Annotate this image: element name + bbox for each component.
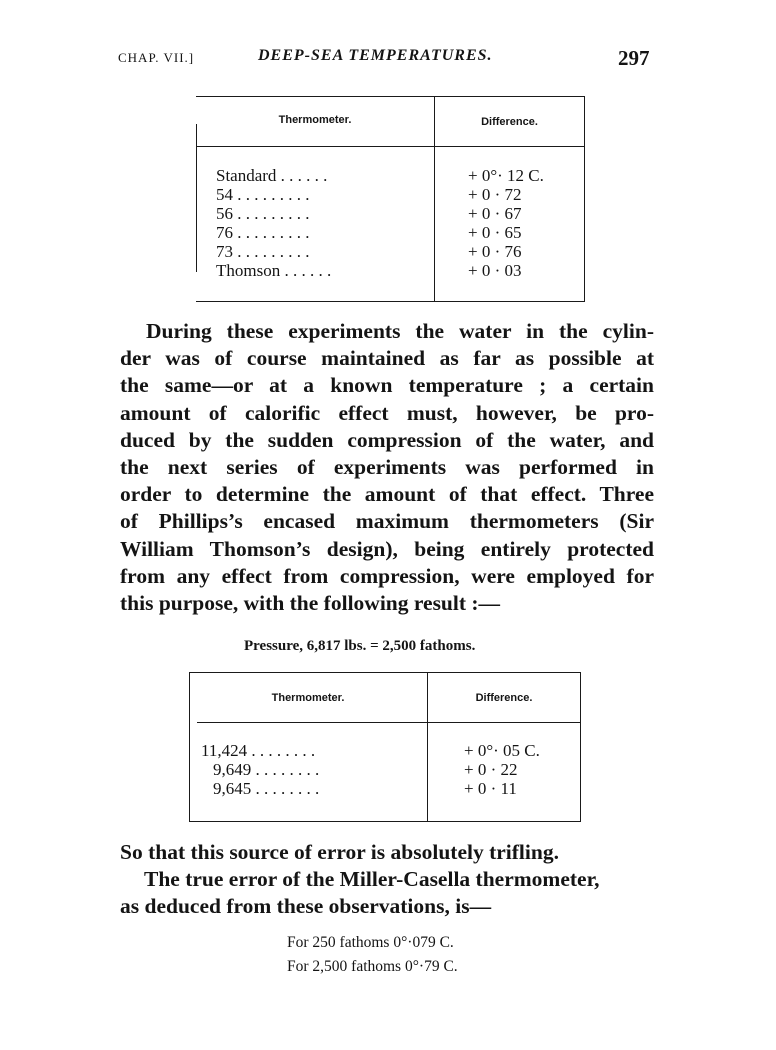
- table-2-header-thermometer: Thermometer.: [271, 692, 345, 704]
- thermometer-name: Standard . . . . . .: [216, 166, 328, 185]
- difference-value: + 0 · 11: [464, 779, 517, 798]
- text-line: the same—or at a known temperature ; a certain: [120, 373, 654, 398]
- table-row: [196, 223, 585, 241]
- difference-value: + 0 · 67: [468, 204, 522, 223]
- table-2-bottom-rule: [189, 821, 581, 822]
- table-1-bottom-rule: [196, 301, 585, 302]
- text-line: der was of course maintained as far as possible at: [120, 346, 654, 371]
- text-line: from any effect from compression, were employed for: [120, 563, 654, 588]
- table-2-header-difference: Difference.: [475, 692, 533, 704]
- text-line: amount of calorific effect must, however, be pro-: [120, 400, 654, 425]
- thermometer-number: 9,645 . . . . . . . .: [213, 779, 320, 798]
- table-row: [189, 760, 581, 778]
- table-2-header-rule: [197, 722, 581, 723]
- text-line: During these experiments the water in the cylin-: [146, 319, 654, 343]
- formula-line: For 2,500 fathoms 0°·79 C.: [287, 958, 458, 975]
- thermometer-number: 9,649 . . . . . . . .: [213, 760, 320, 779]
- body-line: as deduced from these observations, is—: [120, 894, 492, 918]
- running-title: DEEP-SEA TEMPERATURES.: [258, 47, 493, 64]
- pressure-caption: Pressure, 6,817 lbs. = 2,500 fathoms.: [244, 638, 476, 654]
- difference-value: + 0 · 65: [468, 223, 522, 242]
- body-paragraph: [120, 318, 654, 617]
- page-number: 297: [618, 46, 650, 70]
- difference-value: + 0°· 05 C.: [464, 741, 540, 760]
- formula-line: For 250 fathoms 0°·079 C.: [287, 934, 454, 951]
- thermometer-table-2: [189, 672, 581, 822]
- table-1-top-rule: [196, 96, 585, 97]
- text-line: duced by the sudden compression of the water, and: [120, 427, 654, 452]
- text-line: this purpose, with the following result :—: [120, 590, 501, 615]
- thermometer-name: 54 . . . . . . . . .: [216, 185, 310, 204]
- thermometer-table-1: [196, 96, 585, 302]
- table-row: [189, 779, 581, 797]
- thermometer-number: 11,424 . . . . . . . .: [201, 741, 316, 760]
- table-row: [196, 242, 585, 260]
- thermometer-name: 73 . . . . . . . . .: [216, 242, 310, 261]
- text-line: order to determine the amount of that effect. Three: [120, 482, 654, 507]
- difference-value: + 0 · 76: [468, 242, 522, 261]
- difference-value: + 0 · 72: [468, 185, 522, 204]
- table-row: [196, 166, 585, 184]
- table-1-header-thermometer: Thermometer.: [278, 114, 352, 126]
- table-row: [196, 204, 585, 222]
- text-line: of Phillips’s encased maximum thermometers (Sir: [120, 509, 654, 534]
- text-line: the next series of experiments was performed in: [120, 454, 654, 479]
- difference-value: + 0°· 12 C.: [468, 166, 544, 185]
- thermometer-name: 76 . . . . . . . . .: [216, 223, 310, 242]
- table-row: [196, 185, 585, 203]
- difference-value: + 0 · 03: [468, 261, 522, 280]
- thermometer-name: Thomson . . . . . .: [216, 261, 332, 280]
- table-1-header-rule: [196, 146, 585, 147]
- table-1-header-difference: Difference.: [481, 116, 538, 128]
- difference-value: + 0 · 22: [464, 760, 518, 779]
- text-line: William Thomson’s design), being entirely protected: [120, 536, 654, 561]
- thermometer-name: 56 . . . . . . . . .: [216, 204, 310, 223]
- chapter-label: CHAP. VII.]: [118, 50, 195, 65]
- table-2-top-rule: [189, 672, 581, 673]
- table-row: [196, 261, 585, 279]
- body-line: The true error of the Miller-Casella thermometer,: [144, 867, 600, 891]
- table-row: [189, 741, 581, 759]
- conclusion-line: So that this source of error is absolutely trifling.: [120, 840, 559, 864]
